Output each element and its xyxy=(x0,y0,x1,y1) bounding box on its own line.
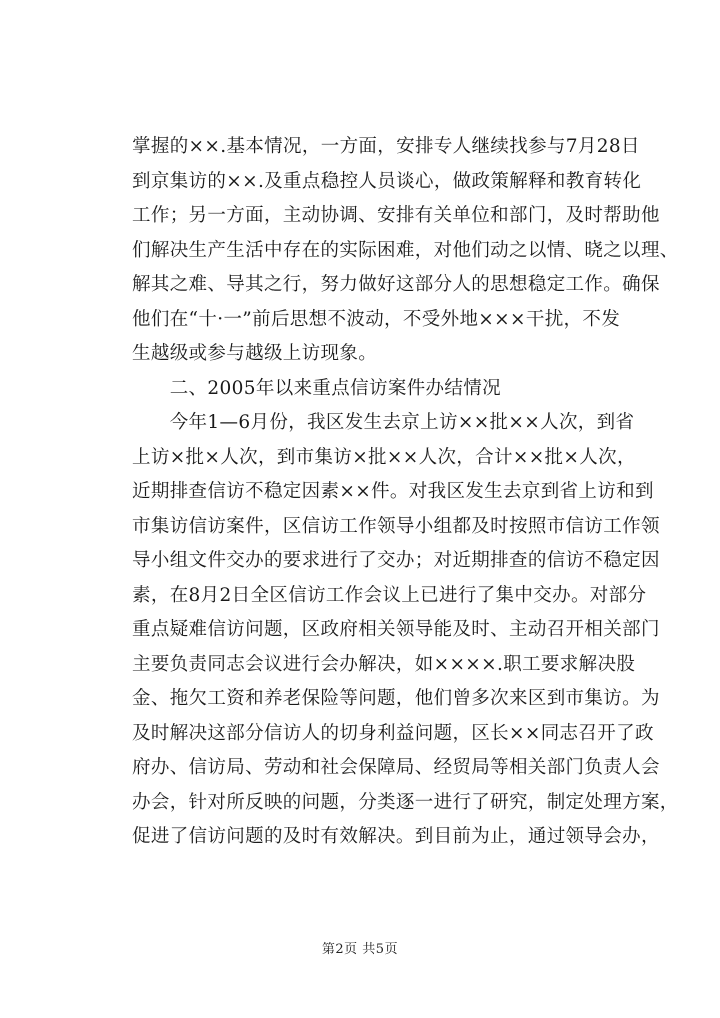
text-line: 市集访信访案件，区信访工作领导小组都及时按照市信访工作领 xyxy=(132,515,660,537)
page-number: 第2页 共5页 xyxy=(321,942,399,957)
text-line: 金、拖欠工资和养老保险等问题，他们曾多次来区到市集访。为 xyxy=(132,688,660,709)
text-line: 主要负责同志会议进行会办解决，如××××.职工要求解决股 xyxy=(132,653,636,675)
text-line: 们解决生产生活中存在的实际困难，对他们动之以情、晓之以理、 xyxy=(132,239,679,261)
text-line: 工作；另一方面，主动协调、安排有关单位和部门，及时帮助他 xyxy=(132,205,660,226)
text-line: 生越级或参与越级上访现象。 xyxy=(132,343,378,364)
text-line: 促进了信访问题的及时有效解决。到目前为止，通过领导会办， xyxy=(132,826,660,847)
text-line: 掌握的××.基本情况，一方面，安排专人继续找参与7月28日 xyxy=(132,136,640,157)
text-line: 上访×批×人次，到市集访×批××人次，合计××批×人次， xyxy=(132,446,636,468)
text-line: 他们在“十·一”前后思想不波动，不受外地×××干扰，不发 xyxy=(132,308,621,330)
text-line: 素，在8月2日全区信访工作会议上已进行了集中交办。对部分 xyxy=(132,584,647,606)
text-line: 到京集访的××.及重点稳控人员谈心，做政策解释和教育转化 xyxy=(132,170,642,192)
text-line: 及时解决这部分信访人的切身利益问题，区长××同志召开了政 xyxy=(132,722,654,744)
text-line: 重点疑难信访问题，区政府相关领导能及时、主动召开相关部门 xyxy=(132,619,660,640)
text-line: 今年1—6月份，我区发生去京上访××批××人次，到省 xyxy=(132,412,635,433)
body-text xyxy=(132,130,692,855)
section-heading: 二、2005年以来重点信访案件办结情况 xyxy=(132,377,501,399)
text-line: 府办、信访局、劳动和社会保障局、经贸局等相关部门负责人会 xyxy=(132,757,660,778)
text-line: 解其之难、导其之行，努力做好这部分人的思想稳定工作。确保 xyxy=(132,274,660,295)
text-line: 办会，针对所反映的问题，分类逐一进行了研究，制定处理方案， xyxy=(132,791,679,813)
text-line: 近期排查信访不稳定因素××件。对我区发生去京到省上访和到 xyxy=(132,481,654,502)
text-line: 导小组文件交办的要求进行了交办；对近期排查的信访不稳定因 xyxy=(132,550,660,571)
